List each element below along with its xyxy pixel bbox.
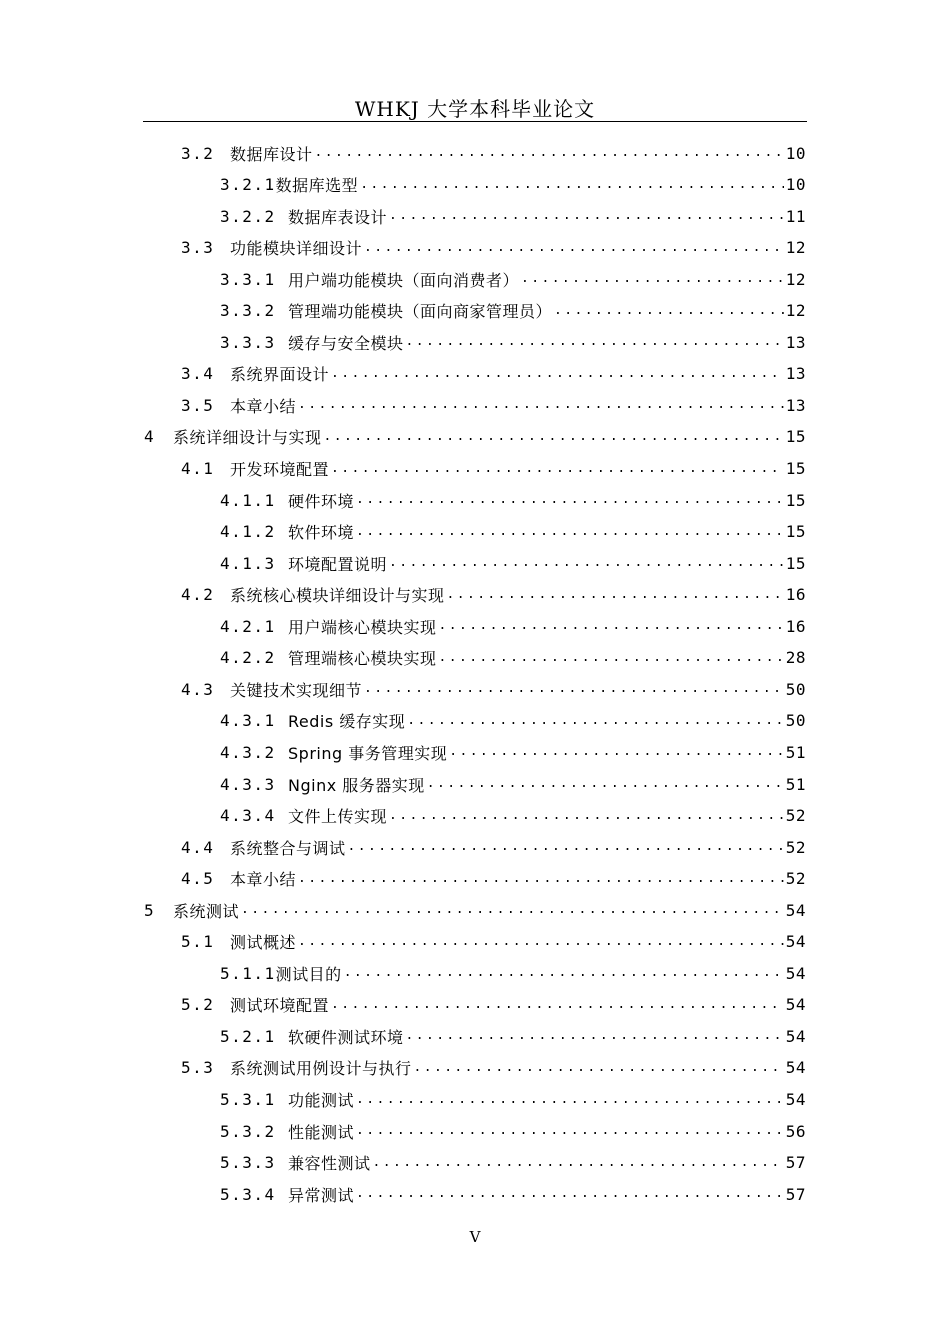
toc-entry[interactable] xyxy=(144,422,806,452)
toc-entry[interactable] xyxy=(220,327,806,357)
toc-entry-title: 系统测试用例设计与执行 xyxy=(230,1059,412,1079)
toc-entry-number: 4.1.2 xyxy=(220,522,276,542)
toc-dot-leader xyxy=(356,517,784,547)
toc-entry-title: 数据库选型 xyxy=(275,176,359,196)
toc-entry-number: 5.3 xyxy=(181,1058,215,1078)
toc-dot-leader xyxy=(521,264,784,294)
toc-entry[interactable] xyxy=(181,927,806,957)
toc-entry[interactable] xyxy=(220,611,806,641)
toc-entry-number: 5.1.1 xyxy=(220,963,276,983)
toc-entry-number: 4 xyxy=(144,427,156,447)
toc-entry-number: 5.3.3 xyxy=(220,1153,276,1173)
toc-entry-page-number: 52 xyxy=(785,869,806,889)
toc-entry-title: 本章小结 xyxy=(230,396,297,416)
toc-entry-title: 数据库设计 xyxy=(230,144,313,164)
toc-entry-number: 4.3.3 xyxy=(220,774,276,794)
toc-entry-number: 5.3.4 xyxy=(220,1184,276,1204)
toc-entry-title: 本章小结 xyxy=(230,870,297,890)
toc-entry-page-number: 52 xyxy=(785,806,806,826)
toc-entry-page-number: 50 xyxy=(785,711,806,731)
toc-dot-leader xyxy=(348,832,784,862)
toc-entry-number: 4.2.2 xyxy=(220,648,276,668)
toc-entry-title: 数据库表设计 xyxy=(288,207,388,227)
toc-entry-title: 用户端功能模块（面向消费者） xyxy=(288,270,520,290)
toc-entry-page-number: 51 xyxy=(785,774,806,794)
toc-entry-title: 系统整合与调试 xyxy=(230,838,346,858)
toc-entry-number: 4.3.1 xyxy=(220,711,276,731)
toc-entry-page-number: 57 xyxy=(785,1184,806,1204)
toc-dot-leader xyxy=(298,390,784,420)
toc-entry[interactable] xyxy=(181,580,806,610)
toc-entry-title: 系统测试 xyxy=(173,901,240,921)
toc-entry-page-number: 15 xyxy=(785,522,806,542)
toc-entry-page-number: 12 xyxy=(785,269,806,289)
toc-entry-number: 5.2 xyxy=(181,995,215,1015)
toc-entry-number: 3.2.1 xyxy=(220,175,276,195)
toc-entry-number: 4.3 xyxy=(181,679,215,699)
toc-dot-leader xyxy=(407,706,783,736)
toc-entry-number: 3.2 xyxy=(181,143,215,163)
toc-entry-number: 5 xyxy=(144,900,156,920)
toc-entry[interactable] xyxy=(181,864,806,894)
toc-entry[interactable] xyxy=(220,170,806,200)
toc-entry-title: Nginx 服务器实现 xyxy=(288,775,425,795)
toc-entry[interactable] xyxy=(181,390,806,420)
toc-entry[interactable] xyxy=(144,895,806,925)
toc-dot-leader xyxy=(364,674,784,704)
toc-entry[interactable] xyxy=(220,517,806,547)
toc-dot-leader xyxy=(439,611,784,641)
toc-entry-page-number: 54 xyxy=(785,1090,806,1109)
toc-dot-leader xyxy=(356,1085,784,1115)
toc-entry[interactable] xyxy=(181,454,806,484)
toc-entry[interactable] xyxy=(181,1053,806,1083)
toc-entry-page-number: 10 xyxy=(785,143,806,163)
toc-dot-leader xyxy=(331,454,784,484)
toc-entry-page-number: 57 xyxy=(785,1153,806,1173)
toc-entry-page-number: 15 xyxy=(785,553,806,573)
toc-entry-title: 管理端功能模块（面向商家管理员） xyxy=(288,302,553,322)
toc-entry-number: 3.2.2 xyxy=(220,206,276,226)
toc-dot-leader xyxy=(331,359,784,389)
toc-entry-page-number: 54 xyxy=(785,932,806,952)
toc-entry-number: 4.2.1 xyxy=(220,616,276,636)
toc-dot-leader xyxy=(406,1021,784,1051)
toc-entry-number: 4.3.2 xyxy=(220,742,276,762)
toc-entry[interactable] xyxy=(181,233,806,263)
toc-entry[interactable] xyxy=(220,801,806,831)
toc-entry-page-number: 54 xyxy=(785,995,806,1015)
toc-entry-page-number: 16 xyxy=(785,585,806,605)
toc-entry-number: 5.3.2 xyxy=(220,1121,276,1141)
toc-entry-title: 系统界面设计 xyxy=(230,365,330,385)
toc-entry[interactable] xyxy=(220,737,806,767)
toc-entry-number: 3.4 xyxy=(181,364,215,384)
toc-entry-number: 4.1 xyxy=(181,459,215,478)
toc-entry-title: 测试环境配置 xyxy=(230,996,330,1016)
toc-entry[interactable] xyxy=(220,958,806,988)
toc-entry-page-number: 10 xyxy=(785,175,806,195)
toc-entry-title: 软硬件测试环境 xyxy=(288,1027,404,1047)
toc-entry-title: 功能模块详细设计 xyxy=(230,239,363,259)
toc-entry-page-number: 54 xyxy=(785,1026,806,1046)
toc-entry-title: 缓存与安全模块 xyxy=(288,333,404,353)
toc-dot-leader xyxy=(389,801,784,831)
toc-entry[interactable] xyxy=(220,643,806,673)
toc-dot-leader xyxy=(364,233,784,263)
toc-entry-page-number: 52 xyxy=(785,837,806,857)
toc-dot-leader xyxy=(414,1053,784,1083)
page-header-title: WHKJ 大学本科毕业论文 xyxy=(354,97,596,121)
toc-entry-page-number: 51 xyxy=(785,742,806,762)
toc-entry[interactable] xyxy=(220,201,806,231)
page-number: V xyxy=(469,1228,481,1246)
toc-entry-title: 关键技术实现细节 xyxy=(230,680,363,700)
toc-entry[interactable] xyxy=(220,1179,806,1209)
toc-dot-leader xyxy=(356,485,784,515)
toc-entry[interactable] xyxy=(220,1085,806,1115)
toc-dot-leader xyxy=(373,1148,784,1178)
toc-dot-leader xyxy=(298,864,784,894)
toc-entry-title: Redis 缓存实现 xyxy=(288,712,406,732)
toc-entry-number: 5.3.1 xyxy=(220,1090,276,1109)
toc-entry-title: 性能测试 xyxy=(288,1122,355,1142)
toc-entry-number: 4.1.3 xyxy=(220,553,276,573)
toc-entry-page-number: 15 xyxy=(785,490,806,510)
toc-entry-page-number: 13 xyxy=(785,364,806,384)
toc-entry-number: 3.3.2 xyxy=(220,301,276,321)
toc-entry-title: 文件上传实现 xyxy=(288,807,388,827)
toc-entry-number: 4.5 xyxy=(181,869,215,889)
toc-entry-page-number: 16 xyxy=(785,616,806,636)
toc-dot-leader xyxy=(389,548,784,578)
toc-entry[interactable] xyxy=(220,706,806,736)
toc-entry[interactable] xyxy=(220,1021,806,1051)
toc-dot-leader xyxy=(241,895,784,925)
toc-entry-title: Spring 事务管理实现 xyxy=(288,743,448,763)
toc-entry-page-number: 13 xyxy=(785,332,806,352)
toc-entry-title: 测试概述 xyxy=(230,933,297,953)
toc-entry-page-number: 54 xyxy=(785,900,806,920)
toc-entry[interactable] xyxy=(181,674,806,704)
toc-dot-leader xyxy=(356,1116,784,1146)
toc-entry[interactable] xyxy=(220,1148,806,1178)
toc-entry-title: 系统核心模块详细设计与实现 xyxy=(230,586,445,606)
toc-entry-number: 4.3.4 xyxy=(220,806,276,826)
toc-entry-number: 3.3.1 xyxy=(220,269,276,289)
toc-entry-page-number: 56 xyxy=(785,1121,806,1141)
toc-dot-leader xyxy=(554,296,784,326)
toc-entry-title: 异常测试 xyxy=(288,1185,355,1205)
toc-entry-number: 4.2 xyxy=(181,585,215,605)
toc-entry-page-number: 15 xyxy=(785,459,806,478)
toc-entry-page-number: 13 xyxy=(785,395,806,415)
toc-entry-number: 3.3.3 xyxy=(220,332,276,352)
toc-entry-title: 兼容性测试 xyxy=(288,1154,371,1174)
toc-dot-leader xyxy=(389,201,784,231)
toc-entry-page-number: 11 xyxy=(785,206,806,226)
toc-dot-leader xyxy=(331,990,784,1020)
toc-entry[interactable] xyxy=(181,832,806,862)
toc-dot-leader xyxy=(324,422,784,452)
toc-dot-leader xyxy=(447,580,784,610)
toc-entry-number: 3.5 xyxy=(181,395,215,415)
toc-entry-title: 硬件环境 xyxy=(288,491,355,511)
toc-entry[interactable] xyxy=(181,990,806,1020)
toc-entry-title: 测试目的 xyxy=(275,964,342,984)
toc-entry-page-number: 12 xyxy=(785,301,806,321)
toc-entry-page-number: 12 xyxy=(785,238,806,258)
toc-entry-number: 5.2.1 xyxy=(220,1026,276,1046)
toc-entry-number: 3.3 xyxy=(181,238,215,258)
toc-dot-leader xyxy=(406,327,784,357)
toc-entry-page-number: 54 xyxy=(785,963,806,983)
toc-entry-number: 4.1.1 xyxy=(220,490,276,510)
toc-entry-page-number: 28 xyxy=(785,648,806,668)
toc-entry[interactable] xyxy=(181,359,806,389)
toc-entry-title: 功能测试 xyxy=(288,1091,355,1110)
toc-dot-leader xyxy=(360,170,784,200)
toc-entry-title: 用户端核心模块实现 xyxy=(288,617,437,637)
toc-entry[interactable] xyxy=(220,769,806,799)
toc-entry-page-number: 15 xyxy=(785,427,806,447)
toc-entry[interactable] xyxy=(181,138,806,168)
toc-dot-leader xyxy=(427,769,784,799)
toc-entry[interactable] xyxy=(220,264,806,294)
toc-entry[interactable] xyxy=(220,485,806,515)
toc-dot-leader xyxy=(449,737,784,767)
toc-entry-title: 软件环境 xyxy=(288,523,355,543)
header-divider xyxy=(143,121,807,122)
toc-dot-leader xyxy=(315,138,784,168)
toc-dot-leader xyxy=(298,927,784,957)
toc-entry-title: 管理端核心模块实现 xyxy=(288,649,437,669)
toc-dot-leader xyxy=(356,1179,784,1209)
toc-entry-title: 环境配置说明 xyxy=(288,554,388,574)
toc-dot-leader xyxy=(344,958,784,988)
toc-entry-page-number: 54 xyxy=(785,1058,806,1078)
toc-dot-leader xyxy=(439,643,784,673)
toc-entry-number: 5.1 xyxy=(181,932,215,952)
toc-entry-title: 系统详细设计与实现 xyxy=(173,428,322,448)
toc-entry[interactable] xyxy=(220,548,806,578)
toc-entry-title: 开发环境配置 xyxy=(230,460,330,479)
toc-entry[interactable] xyxy=(220,296,806,326)
toc-entry-page-number: 50 xyxy=(785,679,806,699)
toc-entry[interactable] xyxy=(220,1116,806,1146)
toc-entry-number: 4.4 xyxy=(181,837,215,857)
